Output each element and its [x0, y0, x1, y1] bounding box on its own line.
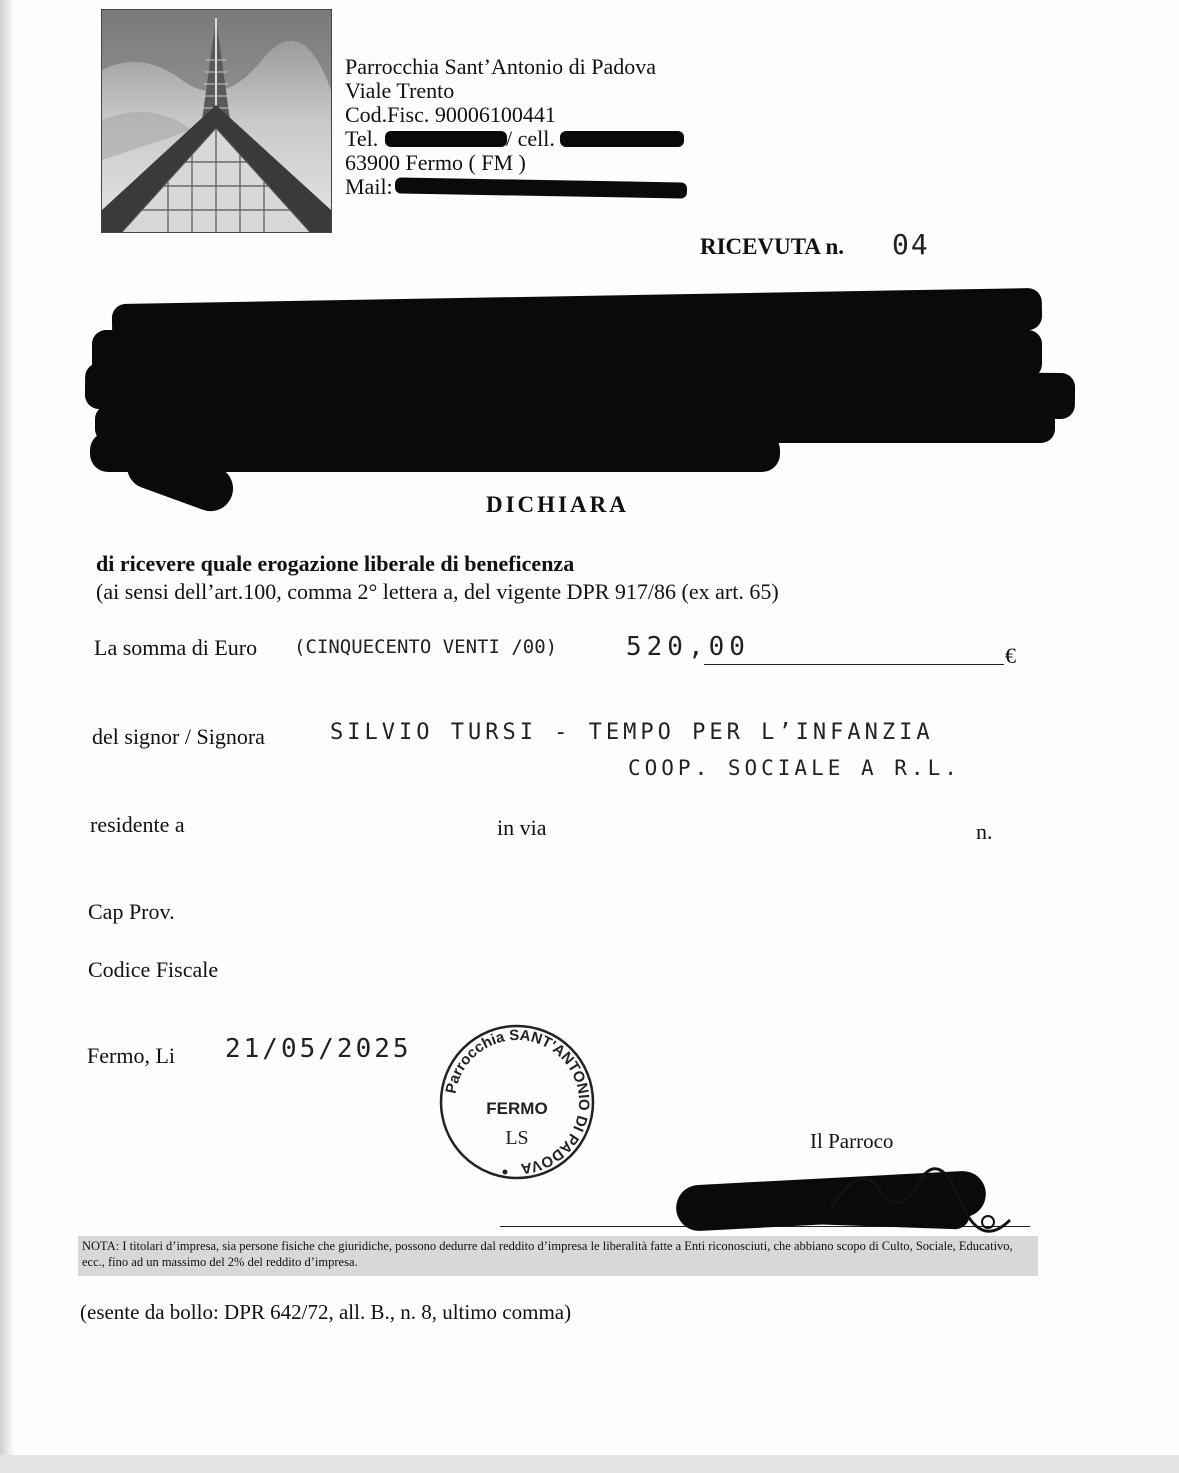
sum-underline — [704, 664, 1004, 665]
seal-center-text: FERMO — [486, 1099, 548, 1118]
church-photo — [101, 9, 332, 233]
parish-name: Parrocchia Sant’Antonio di Padova — [345, 54, 656, 79]
stamp-exemption: (esente da bollo: DPR 642/72, all. B., n. 8, ultimo comma) — [80, 1300, 572, 1324]
parish-fiscal-code: Cod.Fisc. 90006100441 — [345, 102, 556, 127]
redacted-phone — [385, 131, 507, 147]
donor-name-line1: SILVIO TURSI - TEMPO PER L’INFANZIA — [330, 720, 934, 745]
sum-label: La somma di Euro — [94, 635, 258, 660]
residence-label: residente a — [90, 812, 185, 837]
declares-heading: DICHIARA — [486, 492, 629, 517]
parish-street: Viale Trento — [345, 78, 455, 103]
footer-note: NOTA: I titolari d’impresa, sia persone fisiche che giuridiche, possono dedurre dal reddito d’impresa le liberalità fatte a Enti riconosciuti, che abbiano scopo di Culto, Sociale, Educativo, ecc., fino ad un massimo del 2% del reddito d’impresa. — [78, 1236, 1038, 1276]
signature-label: Il Parroco — [810, 1129, 894, 1153]
donor-name-line2: COOP. SOCIALE A R.L. — [628, 756, 961, 780]
tel-label: Tel. — [345, 126, 379, 151]
sum-amount: 520,00 — [626, 632, 750, 662]
cell-label: / cell. — [506, 126, 555, 151]
scan-bottom-edge — [0, 1455, 1179, 1473]
cap-prov-label: Cap Prov. — [88, 899, 175, 924]
receipt-label: RICEVUTA n. — [700, 234, 844, 259]
redacted-cell — [560, 131, 684, 147]
parish-city: 63900 Fermo ( FM ) — [345, 150, 526, 175]
law-reference: (ai sensi dell’art.100, comma 2° lettera a, del vigente DPR 917/86 (ex art. 65) — [96, 579, 779, 604]
place-date-label: Fermo, Li — [87, 1043, 175, 1068]
house-number-label: n. — [976, 819, 993, 844]
receive-line: di ricevere quale erogazione liberale di beneficenza — [96, 551, 575, 576]
parish-seal — [437, 1022, 597, 1182]
euro-symbol: € — [1005, 643, 1016, 668]
sum-in-words: (CINQUECENTO VENTI /00) — [294, 636, 558, 658]
receipt-number: 04 — [892, 228, 930, 261]
mail-label: Mail: — [345, 174, 393, 199]
receipt-date: 21/05/2025 — [225, 1034, 412, 1064]
street-label: in via — [497, 815, 547, 840]
redacted-mail — [395, 177, 687, 198]
seal-outer-text: Parrocchia SANT'ANTONIO DI PADOVA — [442, 1026, 593, 1178]
donor-label: del signor / Signora — [92, 724, 265, 749]
seal-initials: LS — [505, 1127, 529, 1149]
scan-edge — [0, 0, 14, 1473]
tax-code-label: Codice Fiscale — [88, 957, 219, 982]
